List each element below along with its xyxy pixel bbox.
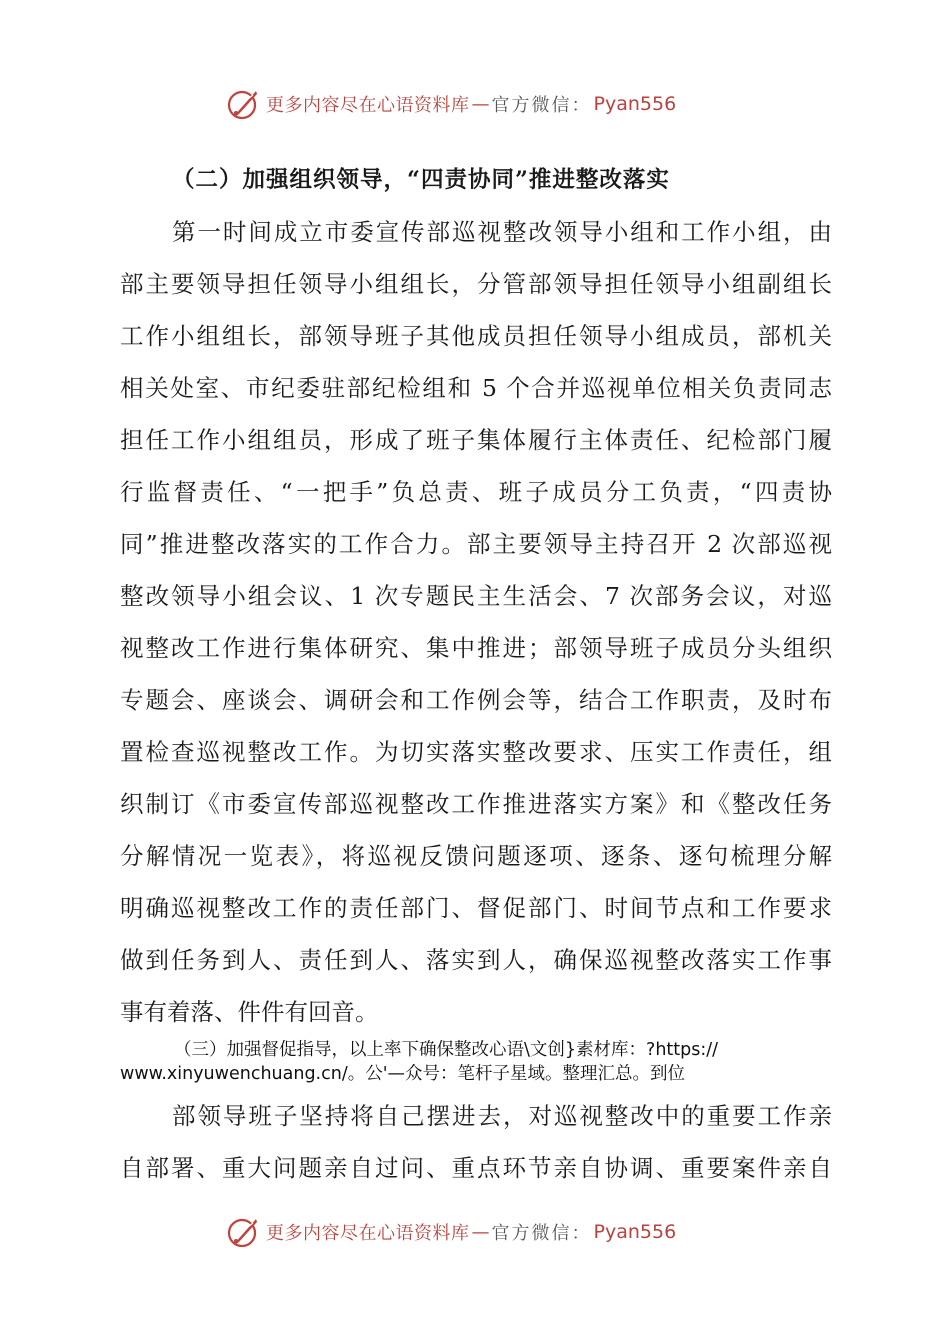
paragraph-line: 相关处室、市纪委驻部纪检组和 5 个合并巡视单位相关负责同志 [120, 374, 832, 402]
paragraph-line: 专题会、座谈会、调研会和工作例会等，结合工作职责，及时布 [120, 686, 832, 714]
paragraph-line: 部领导班子坚持将自己摆进去，对巡视整改中的重要工作亲 [172, 1102, 832, 1130]
paragraph-line: 分解情况一览表》，将巡视反馈问题逐项、逐条、逐句梳理分解 [120, 842, 832, 870]
paragraph-line: 自部署、重大问题亲自过问、重点环节亲自协调、重要案件亲自 [120, 1154, 832, 1182]
paragraph-line: 视整改工作进行集体研究、集中推进；部领导班子成员分头组织 [120, 634, 832, 662]
header-banner [226, 86, 676, 122]
paragraph-line: 织制订《市委宣传部巡视整改工作推进落实方案》和《整改任务 [120, 790, 832, 818]
paragraph-line: 部主要领导担任领导小组组长，分管部领导担任领导小组副组长 [120, 270, 832, 298]
banner-wechat-label: 官方微信： [491, 1223, 592, 1244]
banner-wechat-label: 官方微信： [491, 95, 592, 116]
section-3-heading-line: （三）加强督促指导，以上率下确保整改心语\文创}素材库：?https:// [174, 1040, 719, 1060]
paragraph-line: 第一时间成立市委宣传部巡视整改领导小组和工作小组，由 [172, 218, 832, 246]
paragraph-line: 担任工作小组组员，形成了班子集体履行主体责任、纪检部门履 [120, 426, 832, 454]
paragraph-line: 整改领导小组会议、1 次专题民主生活会、7 次部务会议，对巡 [120, 582, 832, 610]
banner-dash: — [471, 93, 490, 115]
paragraph-line: 置检查巡视整改工作。为切实落实整改要求、压实工作责任，组 [120, 738, 832, 766]
banner-site-name: 更多内容尽在心语资料库 [266, 1223, 470, 1244]
paragraph-line: 做到任务到人、责任到人、落实到人，确保巡视整改落实工作事 [120, 946, 832, 974]
section-heading-3 [120, 1038, 836, 1086]
paragraph-line: 同”推进整改落实的工作合力。部主要领导主持召开 2 次部巡视 [120, 530, 832, 558]
banner-wechat-id: Pyan556 [593, 93, 677, 115]
section-heading-2: （二）加强组织领导，“四责协同”推进整改落实 [172, 167, 670, 193]
section-3-paragraph [120, 1090, 832, 1194]
banner-dash: — [471, 1221, 490, 1243]
quill-logo-icon [226, 1214, 262, 1250]
paragraph-line: 工作小组组长，部领导班子其他成员担任领导小组成员，部机关 [120, 322, 832, 350]
paragraph-line: 明确巡视整改工作的责任部门、督促部门、时间节点和工作要求 [120, 894, 832, 922]
section-2-paragraph [120, 206, 832, 1038]
banner-site-name: 更多内容尽在心语资料库 [266, 95, 470, 116]
section-3-heading-line: www.xinyuwenchuang.cn/。公'—众号：笔杆子星域。整理汇总。到位 [120, 1064, 686, 1084]
footer-banner [226, 1214, 676, 1250]
paragraph-line: 事有着落、件件有回音。 [120, 998, 379, 1026]
paragraph-line: 行监督责任、“一把手”负总责、班子成员分工负责，“四责协 [120, 478, 832, 506]
quill-logo-icon [226, 86, 262, 122]
banner-wechat-id: Pyan556 [593, 1221, 677, 1243]
